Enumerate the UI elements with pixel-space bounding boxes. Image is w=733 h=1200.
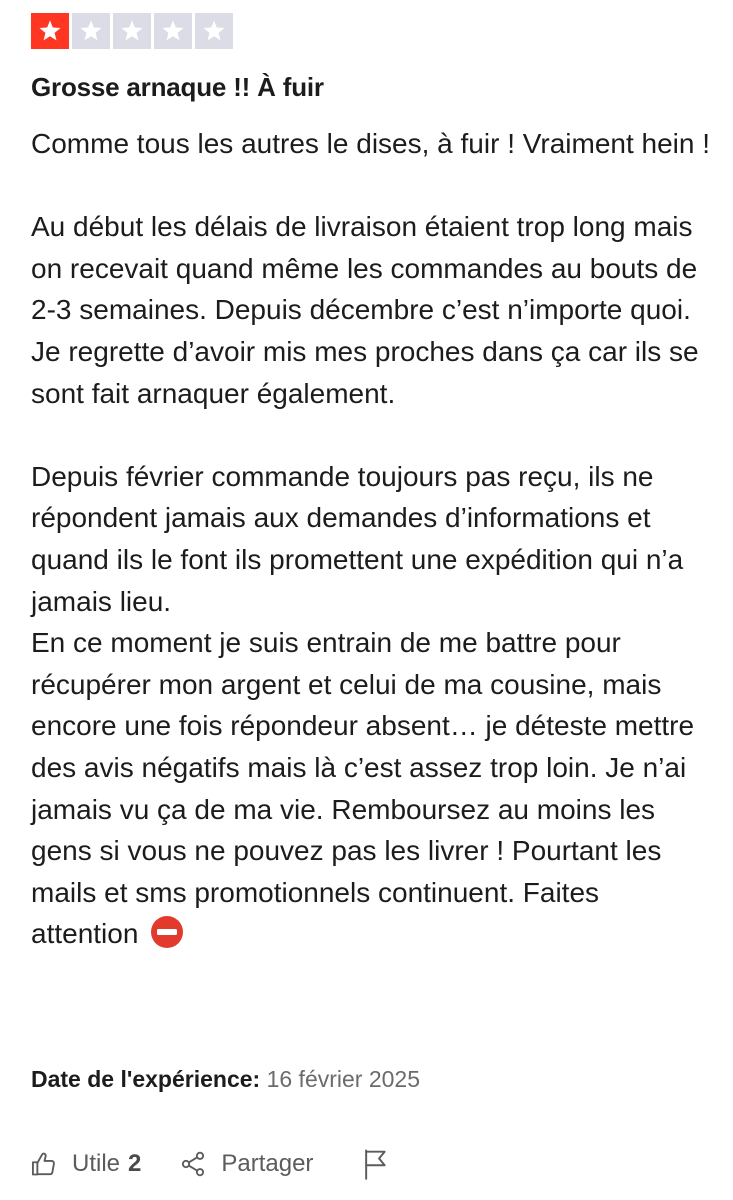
report-button[interactable] xyxy=(361,1148,391,1180)
thumbs-up-icon xyxy=(30,1150,58,1178)
review-actions xyxy=(30,1146,391,1182)
flag-icon xyxy=(361,1148,391,1180)
experience-label: Date de l'expérience: xyxy=(31,1066,261,1092)
star-icon xyxy=(72,13,110,49)
star-icon xyxy=(31,13,69,49)
star-icon xyxy=(195,13,233,49)
review-text-line: Je regrette d’avoir mis mes proches dans ça car ils se sont fait arnaquer également. xyxy=(31,335,699,409)
review-text-line: Au début les délais de livraison étaient trop long mais on recevait quand même les commandes au bouts de 2-3 semaines. Depuis décembre c’est n’importe quoi. xyxy=(31,211,698,326)
review-text-line: Depuis février commande toujours pas reçu, ils ne répondent jamais aux demandes d’informations et quand ils le font ils promettent une expédition qui n’a jamais lieu. xyxy=(31,460,684,617)
review-text-line: Comme tous les autres le dises, à fuir ! Vraiment hein ! xyxy=(31,128,711,159)
useful-label: Utile xyxy=(72,1150,121,1177)
star-icon xyxy=(154,13,192,49)
paragraph-spacer xyxy=(31,414,711,456)
share-label: Partager xyxy=(221,1150,314,1177)
share-icon xyxy=(179,1150,207,1178)
review-text-line: En ce moment je suis entrain de me battre pour récupérer mon argent et celui de ma cousine, mais encore une fois répondeur absent… je déteste mettre des avis négatifs mais là c’est assez trop loin. Je n’ai jamais vu ça de ma vie. Remboursez au moins les gens si vous ne pouvez pas les livrer ! Pourtant les mails et sms promotionnels continuent. Faites attention xyxy=(31,627,695,950)
useful-count: 2 xyxy=(128,1150,142,1177)
star-rating xyxy=(31,13,233,49)
review-title: Grosse arnaque !! À fuir xyxy=(31,72,324,102)
share-button[interactable] xyxy=(179,1150,313,1178)
review-body xyxy=(31,123,711,955)
useful-button[interactable] xyxy=(30,1150,141,1178)
experience-date: 16 février 2025 xyxy=(266,1066,421,1092)
paragraph-spacer xyxy=(31,165,711,207)
no-entry-icon xyxy=(150,915,184,949)
experience-date-row xyxy=(31,1066,420,1093)
star-icon xyxy=(113,13,151,49)
